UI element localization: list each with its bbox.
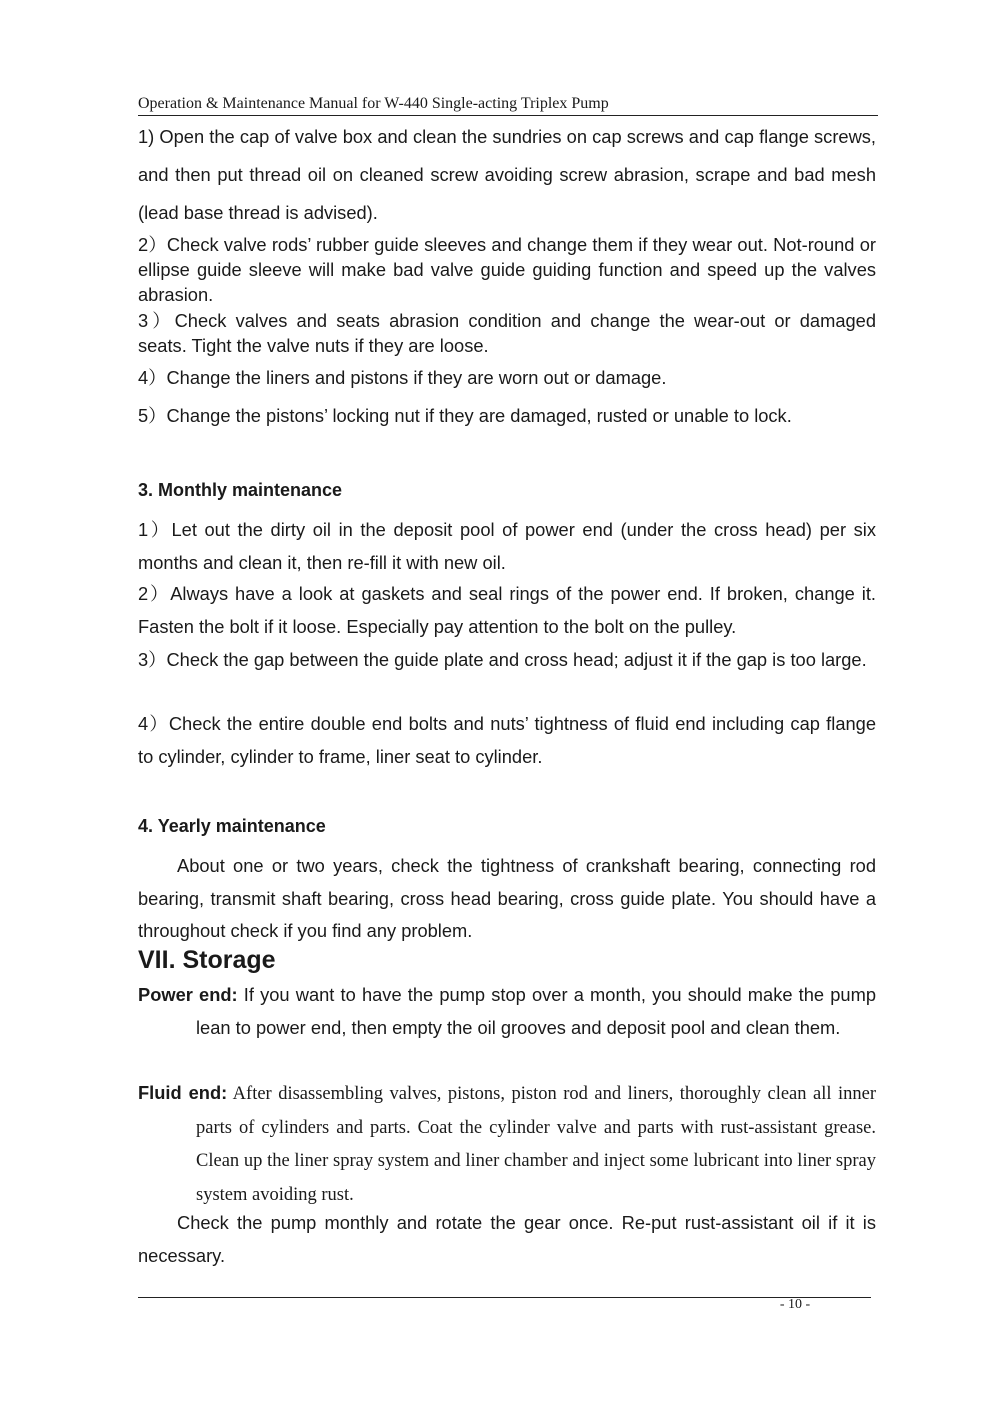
monthly-item-2: 2）Always have a look at gaskets and seal rings of the power end. If broken, change it. Fasten the bolt if it loose. Especially pay attention to the bolt on the pulley. [138, 583, 876, 637]
power-end-paragraph [138, 979, 876, 1044]
maintenance-item-2: 2）Check valve rods’ rubber guide sleeves and change them if they wear out. Not-round or ellipse guide sleeve will make bad valve guide guiding function and speed up the valves abrasion. [138, 234, 876, 305]
fluid-end-text: After disassembling valves, pistons, piston rod and liners, thoroughly clean all inner parts of cylinders and parts. Coat the cylinder valve and parts with rust-assistant grease. Clean up the liner spray system and liner chamber and inject some lubricant into liner spray system avoiding rust. [196, 1084, 877, 1205]
yearly-text: About one or two years, check the tightness of crankshaft bearing, connecting rod bearing, transmit shaft bearing, cross head bearing, cross guide plate. You should have a throughout check if you find any problem. [138, 855, 876, 941]
fluid-end-label: Fluid end: [138, 1082, 228, 1103]
storage-heading: VII. Storage [138, 946, 276, 974]
storage-closing: Check the pump monthly and rotate the gear once. Re-put rust-assistant oil if it is necessary. [138, 1212, 876, 1266]
yearly-heading: 4. Yearly maintenance [138, 816, 326, 836]
fluid-end-paragraph [138, 1077, 876, 1211]
running-header: Operation & Maintenance Manual for W-440 Single-acting Triplex Pump [138, 94, 878, 116]
maintenance-item-1: 1) Open the cap of valve box and clean the sundries on cap screws and cap flange screws, and then put thread oil on cleaned screw avoiding screw abrasion, scrape and bad mesh (lead base thread is advised). [138, 126, 876, 223]
monthly-item-4: 4）Check the entire double end bolts and nuts’ tightness of fluid end including cap flange to cylinder, cylinder to frame, liner seat to cylinder. [138, 713, 876, 767]
power-end-label: Power end: [138, 984, 238, 1005]
maintenance-item-3: 3）Check valves and seats abrasion condition and change the wear-out or damaged seats. Tight the valve nuts if they are loose. [138, 310, 876, 356]
power-end-text: If you want to have the pump stop over a month, you should make the pump lean to power end, then empty the oil grooves and deposit pool and clean them. [196, 984, 876, 1038]
monthly-item-1: 1）Let out the dirty oil in the deposit pool of power end (under the cross head) per six months and clean it, then re-fill it with new oil. [138, 519, 876, 573]
page-number: - 10 - [779, 1297, 811, 1312]
monthly-item-3: 3）Check the gap between the guide plate and cross head; adjust it if the gap is too large. [138, 649, 867, 670]
monthly-heading: 3. Monthly maintenance [138, 480, 343, 500]
maintenance-item-4: 4）Change the liners and pistons if they are worn out or damage. [138, 367, 667, 388]
maintenance-item-5: 5）Change the pistons’ locking nut if they are damaged, rusted or unable to lock. [138, 405, 792, 426]
